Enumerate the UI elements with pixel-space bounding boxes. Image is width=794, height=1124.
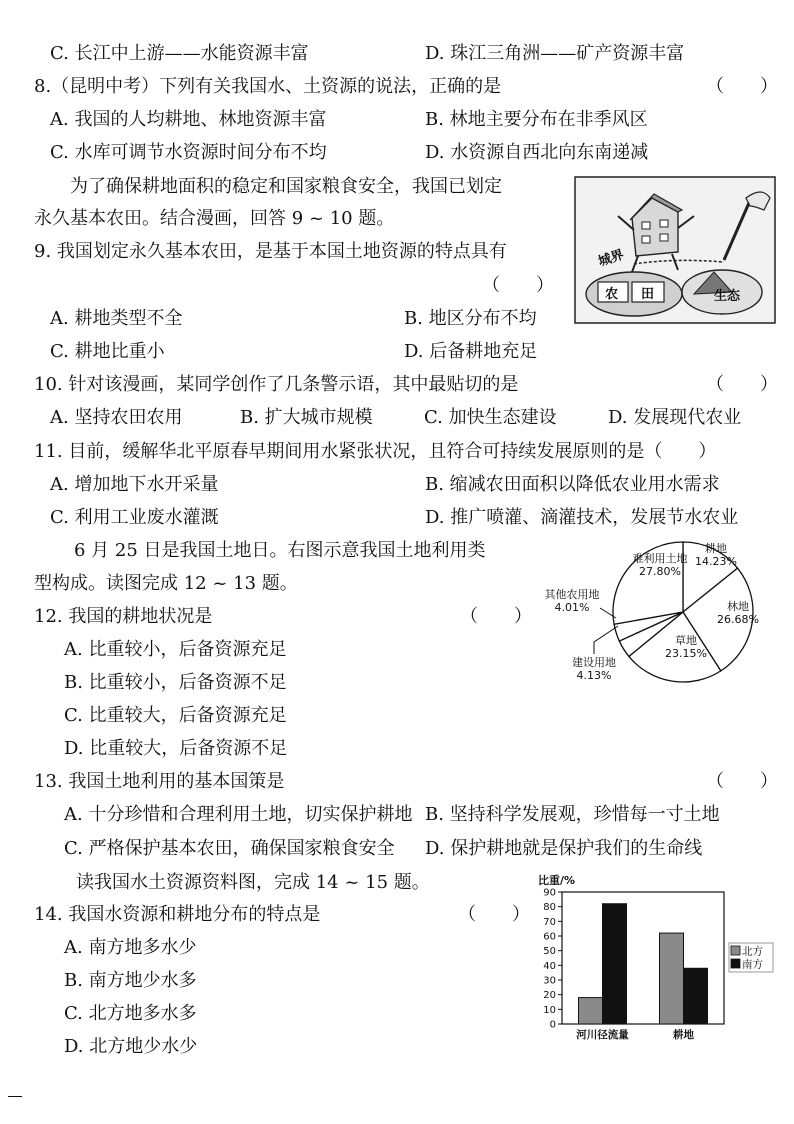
bar-y-tick-label: 10 xyxy=(543,1004,556,1016)
pie-slice-label: 建设用地 xyxy=(572,656,616,669)
q14-answer-bracket: （ ） xyxy=(458,904,530,925)
bar-y-tick-label: 80 xyxy=(543,902,556,914)
bar-legend-label: 北方 xyxy=(742,945,763,958)
q8-option-c: C. 水库可调节水资源时间分布不均 xyxy=(50,142,327,163)
intro-9-10-line2: 永久基本农田。结合漫画，回答 9 ~ 10 题。 xyxy=(34,208,395,229)
q14-option-a: A. 南方地多水少 xyxy=(64,937,197,958)
pie-slice-label: 草地 xyxy=(675,634,697,647)
bar-legend-label: 南方 xyxy=(742,958,763,971)
q9-option-d: D. 后备耕地充足 xyxy=(404,341,538,362)
bar-y-tick-label: 50 xyxy=(543,946,556,958)
q11-option-b: B. 缩减农田面积以降低农业用水需求 xyxy=(425,474,720,495)
cartoon-illustration xyxy=(574,176,776,324)
bar-y-tick-label: 20 xyxy=(543,990,556,1002)
farmland-plate xyxy=(586,272,682,316)
bar-y-axis-label: 比重/% xyxy=(538,874,576,887)
pie-slice-label: 耕地 xyxy=(705,542,727,555)
q12-option-b: B. 比重较小，后备资源不足 xyxy=(64,672,287,693)
q14-option-d: D. 北方地少水少 xyxy=(64,1036,198,1057)
intro-12-13-line1: 6 月 25 日是我国土地日。右图示意我国土地利用类 xyxy=(74,540,486,561)
q12-option-c: C. 比重较大，后备资源充足 xyxy=(64,705,287,726)
bar-mark xyxy=(660,933,684,1024)
q8-stem: 8.（昆明中考）下列有关我国水、土资源的说法，正确的是 xyxy=(34,76,502,97)
pie-slice-label: 林地 xyxy=(727,600,749,613)
q13-answer-bracket: （ ） xyxy=(706,771,778,792)
q9-answer-bracket: （ ） xyxy=(482,275,554,296)
q13-option-c: C. 严格保护基本农田，确保国家粮食安全 xyxy=(64,838,395,859)
pie-slice-percent: 27.80% xyxy=(639,565,681,578)
q11-option-c: C. 利用工业废水灌溉 xyxy=(50,507,219,528)
bar-y-tick-label: 30 xyxy=(543,975,556,987)
q8-option-d: D. 水资源自西北向东南递减 xyxy=(425,142,649,163)
pie-slice-percent: 14.23% xyxy=(695,555,737,568)
q10-answer-bracket: （ ） xyxy=(706,374,778,395)
q9-option-c: C. 耕地比重小 xyxy=(50,341,165,362)
intro-14-15-line1: 读我国水土资源资料图，完成 14 ~ 15 题。 xyxy=(76,872,430,893)
q14-option-b: B. 南方地少水多 xyxy=(64,970,197,991)
q8-answer-bracket: （ ） xyxy=(706,76,778,97)
intro-12-13-line2: 型构成。读图完成 12 ~ 13 题。 xyxy=(34,573,298,594)
q11-stem: 11. 目前，缓解华北平原春早期间用水紧张状况，且符合可持续发展原则的是（ ） xyxy=(34,441,717,462)
q10-stem: 10. 针对该漫画，某同学创作了几条警示语，其中最贴切的是 xyxy=(34,374,519,395)
bar-y-tick-label: 40 xyxy=(543,960,556,972)
q12-stem: 12. 我国的耕地状况是 xyxy=(34,606,213,627)
bar-legend-swatch xyxy=(731,959,740,968)
q11-option-a: A. 增加地下水开采量 xyxy=(50,474,219,495)
q10-option-c: C. 加快生态建设 xyxy=(424,407,557,428)
q7-option-c: C. 长江中上游——水能资源丰富 xyxy=(50,43,309,64)
leader-construction xyxy=(594,626,618,654)
bar-legend xyxy=(729,943,773,972)
pie-slice-percent: 4.01% xyxy=(554,601,590,614)
bar-mark xyxy=(603,904,627,1024)
bar-y-tick-label: 70 xyxy=(543,916,556,928)
q13-option-a: A. 十分珍惜和合理利用土地，切实保护耕地 xyxy=(64,804,413,825)
q9-stem: 9. 我国划定永久基本农田，是基于本国土地资源的特点具有 xyxy=(34,241,507,262)
q10-option-d: D. 发展现代农业 xyxy=(608,407,742,428)
q14-stem: 14. 我国水资源和耕地分布的特点是 xyxy=(34,904,321,925)
q13-option-b: B. 坚持科学发展观，珍惜每一寸土地 xyxy=(425,804,720,825)
bar-mark xyxy=(579,998,603,1024)
q9-option-a: A. 耕地类型不全 xyxy=(50,308,183,329)
q11-option-d: D. 推广喷灌、滴灌技术，发展节水农业 xyxy=(425,507,739,528)
bar-marks xyxy=(576,904,707,1041)
q10-option-a: A. 坚持农田农用 xyxy=(50,407,183,428)
q12-option-d: D. 比重较大，后备资源不足 xyxy=(64,738,288,759)
q8-option-a: A. 我国的人均耕地、林地资源丰富 xyxy=(50,109,327,130)
cartoon-label-farm-2: 田 xyxy=(641,287,655,302)
cartoon-label-city: 城界 xyxy=(596,247,626,270)
bar-y-tick-label: 0 xyxy=(549,1019,556,1031)
q10-option-b: B. 扩大城市规模 xyxy=(240,407,373,428)
cartoon-label-farm-1: 农 xyxy=(605,287,619,302)
bar-category-label: 河川径流量 xyxy=(576,1029,629,1041)
q13-stem: 13. 我国土地利用的基本国策是 xyxy=(34,771,285,792)
q9-option-b: B. 地区分布不均 xyxy=(404,308,537,329)
bar-mark xyxy=(684,968,708,1024)
q12-option-a: A. 比重较小，后备资源充足 xyxy=(64,639,287,660)
q13-option-d: D. 保护耕地就是保护我们的生命线 xyxy=(425,838,703,859)
bar-y-tick-label: 60 xyxy=(543,931,556,943)
land-use-pie-chart xyxy=(538,532,788,692)
bar-y-tick-label: 90 xyxy=(543,887,556,899)
pie-slice-label: 难利用土地 xyxy=(632,552,688,565)
q7-option-d: D. 珠江三角洲——矿产资源丰富 xyxy=(425,43,685,64)
water-land-bar-chart xyxy=(528,872,780,1044)
pie-slice-label: 其他农用地 xyxy=(544,588,600,601)
bar-legend-swatch xyxy=(731,946,740,955)
pie-slice-percent: 26.68% xyxy=(717,613,759,626)
intro-9-10-line1: 为了确保耕地面积的稳定和国家粮食安全，我国已划定 xyxy=(70,176,502,197)
cartoon-label-eco: 生态 xyxy=(714,289,741,304)
pie-slice-percent: 23.15% xyxy=(665,647,707,660)
q12-answer-bracket: （ ） xyxy=(460,606,532,627)
bar-category-label: 耕地 xyxy=(673,1029,694,1041)
q14-option-c: C. 北方地多水多 xyxy=(64,1003,197,1024)
pie-slice-percent: 4.13% xyxy=(576,669,612,682)
page-footer-mark xyxy=(8,1096,22,1097)
ecology-plate xyxy=(682,270,762,314)
q8-option-b: B. 林地主要分布在非季风区 xyxy=(425,109,648,130)
